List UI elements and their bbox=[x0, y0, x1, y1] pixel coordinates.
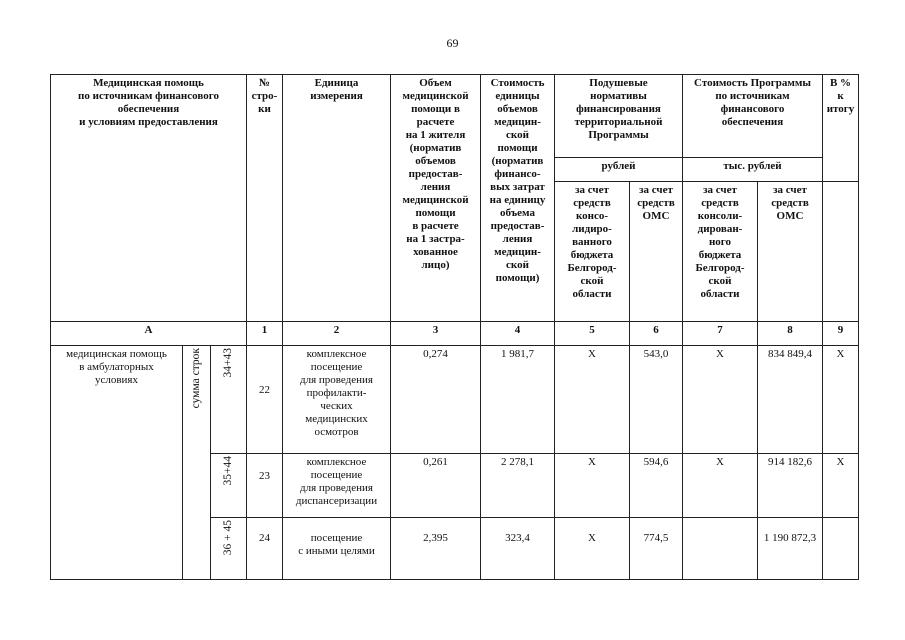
row-unit: комплексное посещение для проведения профилакти- ческих медицинских осмотров bbox=[283, 346, 391, 454]
numbering-cell: 7 bbox=[683, 322, 758, 346]
row-col5: X bbox=[555, 454, 630, 518]
numbering-cell: 5 bbox=[555, 322, 630, 346]
header-unit-thousand-rubles: тыс. рублей bbox=[683, 158, 823, 182]
row-col7 bbox=[683, 518, 758, 580]
header-unit-cost: Стоимость единицы объемов медицин- ской помощи (норматив финансо- вых затрат на единицу объема предостав- ления медицин- ской помощи) bbox=[481, 75, 555, 322]
row-cost: 323,4 bbox=[481, 518, 555, 580]
numbering-cell: 8 bbox=[758, 322, 823, 346]
row-col6: 594,6 bbox=[630, 454, 683, 518]
header-percent: В % к итогу bbox=[823, 75, 859, 182]
formula-cell bbox=[211, 454, 247, 518]
numbering-cell: А bbox=[51, 322, 247, 346]
row-col5: X bbox=[555, 346, 630, 454]
header-program-cost: Стоимость Программы по источникам финансового обеспечения bbox=[683, 75, 823, 158]
row-volume: 0,261 bbox=[391, 454, 481, 518]
row-formula: 34+43 bbox=[222, 348, 234, 378]
numbering-cell: 2 bbox=[283, 322, 391, 346]
header-unit: Единица измерения bbox=[283, 75, 391, 322]
row-cost: 2 278,1 bbox=[481, 454, 555, 518]
sum-label-cell bbox=[183, 346, 211, 580]
header-care-type: Медицинская помощь по источникам финансового обеспечения и условиям предоставления bbox=[51, 75, 247, 322]
row-volume: 2,395 bbox=[391, 518, 481, 580]
row-col7: X bbox=[683, 346, 758, 454]
header-per-capita: Подушевые нормативы финансирования территориальной Программы bbox=[555, 75, 683, 158]
formula-cell bbox=[211, 346, 247, 454]
numbering-cell: 4 bbox=[481, 322, 555, 346]
group-label: медицинская помощь в амбулаторных условиях bbox=[51, 346, 183, 580]
numbering-cell: 3 bbox=[391, 322, 481, 346]
row-line-number: 22 bbox=[247, 346, 283, 454]
row-col9 bbox=[823, 518, 859, 580]
header-line-number: № стро- ки bbox=[247, 75, 283, 322]
row-col8: 1 190 872,3 bbox=[758, 518, 823, 580]
row-unit: комплексное посещение для проведения диспансеризации bbox=[283, 454, 391, 518]
row-cost: 1 981,7 bbox=[481, 346, 555, 454]
row-line-number: 23 bbox=[247, 454, 283, 518]
page-number: 69 bbox=[446, 36, 459, 50]
row-col8: 834 849,4 bbox=[758, 346, 823, 454]
header-col5: за счет средств консо- лидиро- ванного бюджета Белгород- ской области bbox=[555, 182, 630, 322]
row-col8: 914 182,6 bbox=[758, 454, 823, 518]
row-col9: X bbox=[823, 454, 859, 518]
numbering-cell: 6 bbox=[630, 322, 683, 346]
header-volume: Объем медицинской помощи в расчете на 1 жителя (норматив объемов предостав- ления медицинской помощи в расчете на 1 застра- хованное лицо) bbox=[391, 75, 481, 322]
header-col9-empty bbox=[823, 182, 859, 322]
row-volume: 0,274 bbox=[391, 346, 481, 454]
numbering-cell: 1 bbox=[247, 322, 283, 346]
row-col7: X bbox=[683, 454, 758, 518]
header-unit-rubles: рублей bbox=[555, 158, 683, 182]
row-col6: 774,5 bbox=[630, 518, 683, 580]
header-col7: за счет средств консоли- дирован- ного бюджета Белгород- ской области bbox=[683, 182, 758, 322]
row-formula: 36 + 45 bbox=[222, 520, 234, 556]
row-col5: X bbox=[555, 518, 630, 580]
row-col9: X bbox=[823, 346, 859, 454]
sum-label: сумма строк bbox=[190, 348, 202, 409]
header-col8: за счет средств ОМС bbox=[758, 182, 823, 322]
row-line-number: 24 bbox=[247, 518, 283, 580]
numbering-cell: 9 bbox=[823, 322, 859, 346]
row-formula: 35+44 bbox=[222, 456, 234, 486]
table-row bbox=[51, 346, 859, 454]
financing-table bbox=[50, 74, 859, 580]
row-col6: 543,0 bbox=[630, 346, 683, 454]
formula-cell bbox=[211, 518, 247, 580]
row-unit: посещение с иными целями bbox=[283, 518, 391, 580]
header-col6: за счет средств ОМС bbox=[630, 182, 683, 322]
